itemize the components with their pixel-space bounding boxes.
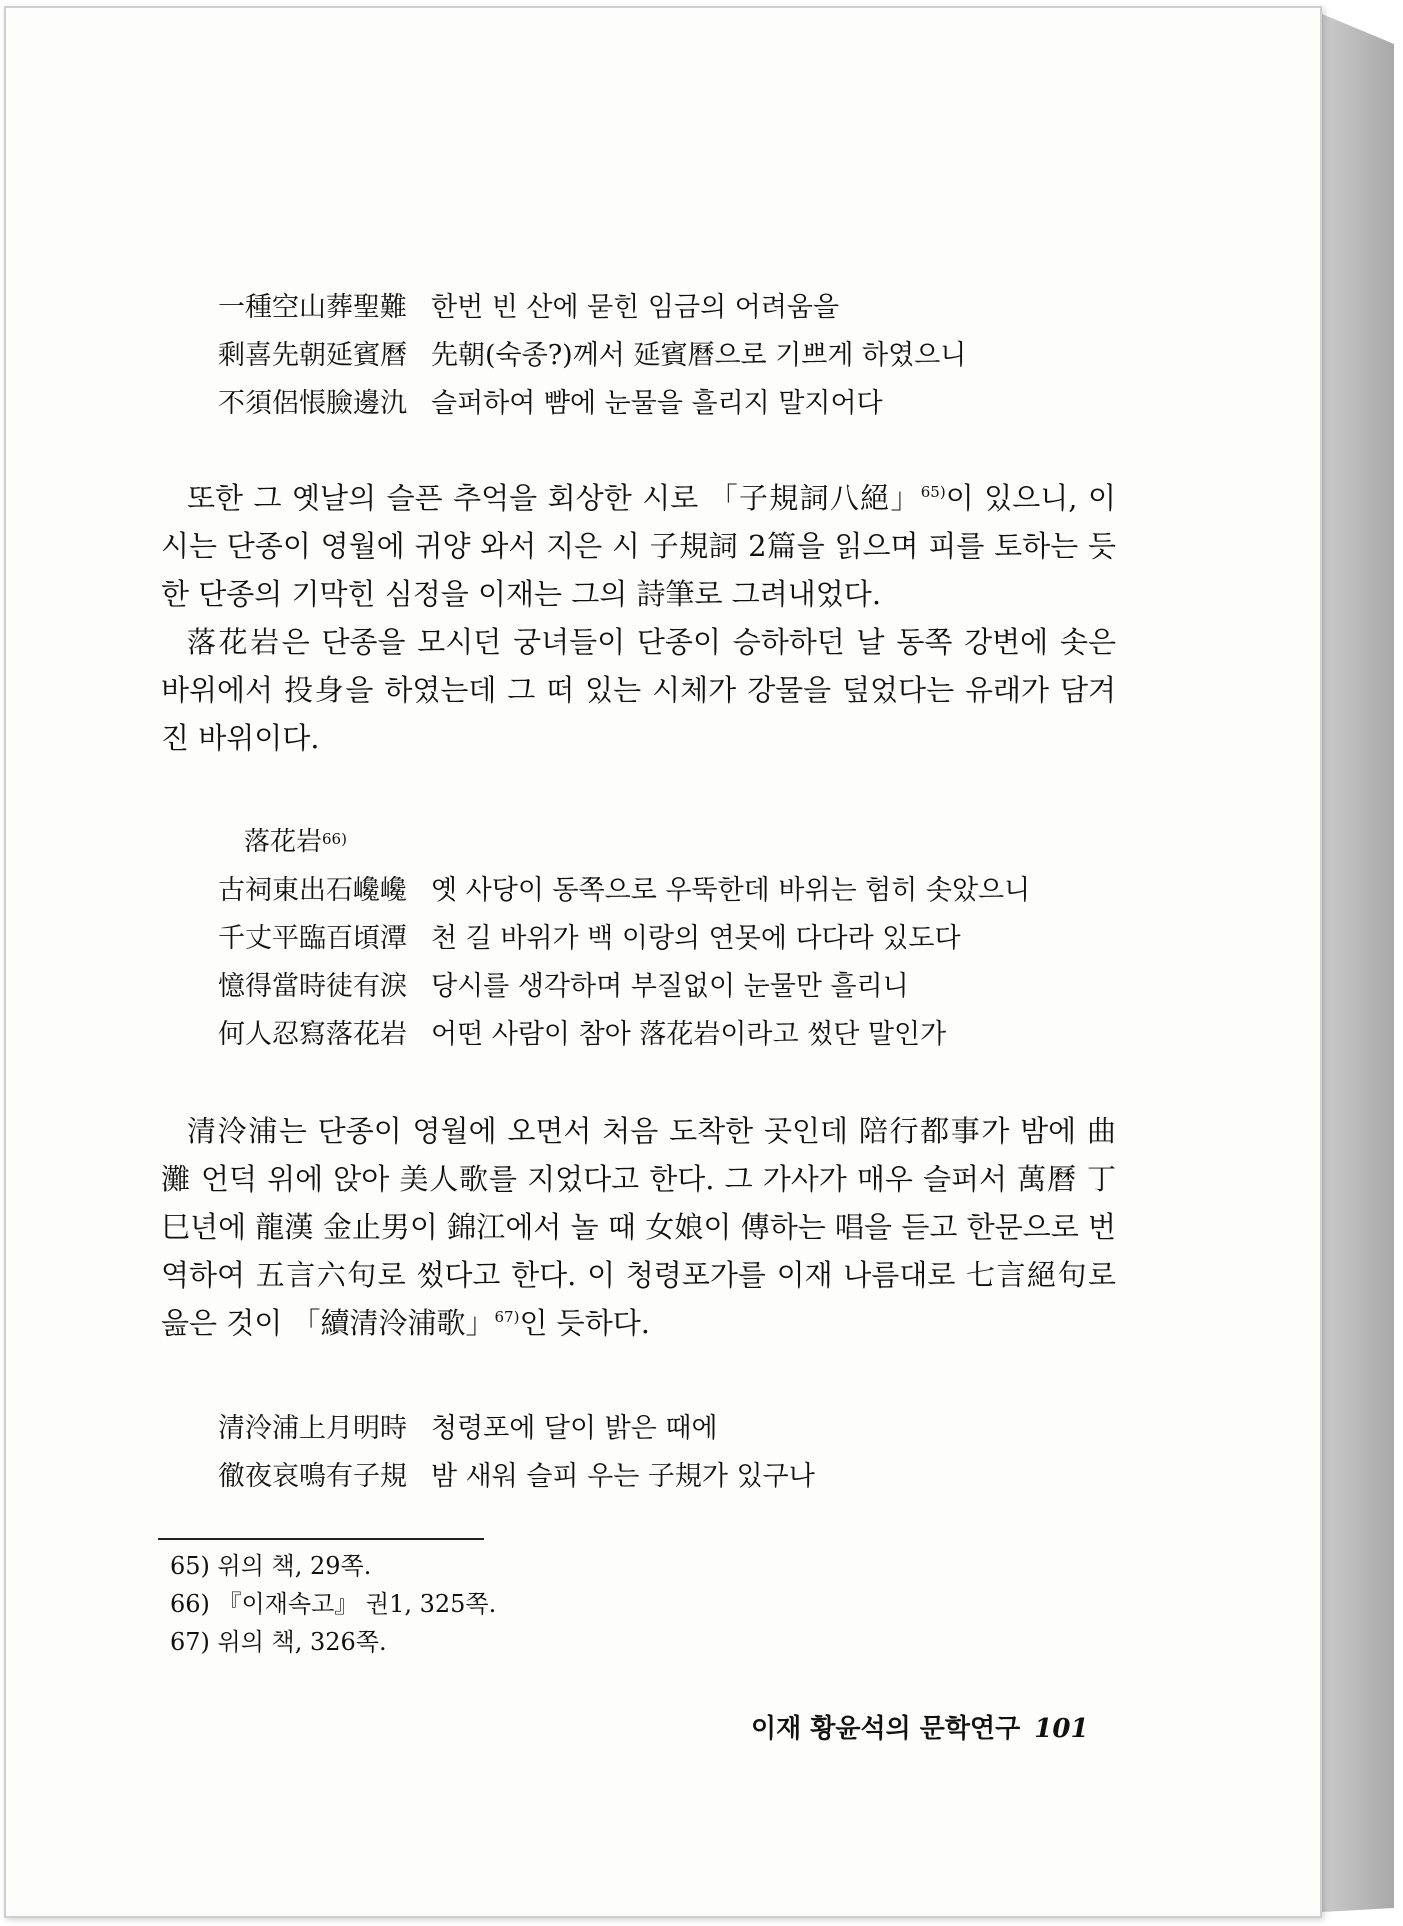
poem-line xyxy=(218,911,1218,959)
poem-2 xyxy=(218,815,1218,1055)
poem-line xyxy=(218,280,1218,328)
korean-translation: 당시를 생각하며 부질없이 눈물만 흘리니 xyxy=(431,970,909,1002)
paragraph: 落花岩은 단종을 모시던 궁녀들이 단종이 승하하던 날 동쪽 강변에 솟은 바위에서 投身을 하였는데 그 떠 있는 시체가 강물을 덮었다는 유래가 담겨진 바위이다. xyxy=(161,625,1116,755)
paragraph-block-2 xyxy=(161,1107,1116,1347)
poem-line xyxy=(218,863,1218,911)
hanja-verse: 徹夜哀鳴有子規 xyxy=(218,1460,407,1492)
poem-line xyxy=(218,959,1218,1007)
korean-translation: 옛 사당이 동쪽으로 우뚝한데 바위는 험히 솟았으니 xyxy=(431,874,1031,906)
paragraph-block-1 xyxy=(161,474,1116,762)
korean-translation: 청령포에 달이 밝은 때에 xyxy=(431,1412,718,1444)
paragraph: 또한 그 옛날의 슬픈 추억을 회상한 시로 「子規詞八絕」$^{65)}$이 있으니, 이 시는 단종이 영월에 귀양 와서 지은 시 子規詞 2篇을 읽으며 피를 토하는 듯한 단종의 기막힌 심정을 이재는 그의 詩筆로 그려내었다. xyxy=(161,481,1116,611)
footnotes xyxy=(170,1544,496,1658)
page-number: 101 xyxy=(1034,1714,1089,1744)
hanja-verse: 清泠浦上月明時 xyxy=(218,1412,407,1444)
korean-translation: 밤 새워 슬피 우는 子規가 있구나 xyxy=(431,1460,815,1492)
page-edge-shadow xyxy=(1322,14,1394,1912)
footnote: 66) 『이재속고』 권1, 325쪽. xyxy=(170,1589,497,1618)
poem-line xyxy=(218,376,1218,424)
poem-line xyxy=(218,1401,1218,1449)
paragraph: 清泠浦는 단종이 영월에 오면서 처음 도착한 곳인데 陪行都事가 밤에 曲灘 언덕 위에 앉아 美人歌를 지었다고 한다. 그 가사가 매우 슬퍼서 萬曆 丁巳년에 龍漢 金止男이 錦江에서 놀 때 女娘이 傳하는 唱을 듣고 한문으로 번역하여 五言六句로 썼다고 한다. 이 청령포가를 이재 나름대로 七言絕句로 읊은 것이 「續清泠浦歌」$^{67)}$인 듯하다. xyxy=(161,1114,1116,1340)
hanja-verse: 千丈平臨百頃潭 xyxy=(218,922,407,954)
korean-translation: 어떤 사람이 참아 落花岩이라고 썼단 말인가 xyxy=(431,1018,947,1050)
running-footer xyxy=(751,1708,1089,1745)
running-title: 이재 황윤석의 문학연구 xyxy=(751,1714,1021,1744)
footnote: 65) 위의 책, 29쪽. xyxy=(170,1551,372,1580)
hanja-verse: 憶得當時徒有淚 xyxy=(218,970,407,1002)
korean-translation: 先朝(숙종?)께서 延賓曆으로 기쁘게 하였으니 xyxy=(431,339,967,371)
poem-line xyxy=(218,1007,1218,1055)
hanja-verse: 一種空山葬聖難 xyxy=(218,291,407,323)
footnote-ref: 65) xyxy=(920,483,946,501)
book-page xyxy=(4,6,1322,1918)
hanja-verse: 剩喜先朝延賓曆 xyxy=(218,339,407,371)
korean-translation: 슬퍼하여 뺨에 눈물을 흘리지 말지어다 xyxy=(431,387,883,419)
poem-3 xyxy=(218,1401,1218,1497)
poem-title: 落花岩 66) xyxy=(244,826,347,857)
poem-line xyxy=(218,328,1218,376)
hanja-verse: 何人忍寫落花岩 xyxy=(218,1018,407,1050)
hanja-verse: 不須侶悵臉邊氿 xyxy=(218,387,407,419)
korean-translation: 천 길 바위가 백 이랑의 연못에 다다라 있도다 xyxy=(431,922,961,954)
korean-translation: 한번 빈 산에 묻힌 임금의 어려움을 xyxy=(431,291,840,323)
footnote: 67) 위의 책, 326쪽. xyxy=(170,1627,387,1656)
poem-line xyxy=(218,1449,1218,1497)
footnote-divider xyxy=(158,1538,484,1540)
poem-1 xyxy=(218,280,1218,424)
hanja-verse: 古祠東出石巉巉 xyxy=(218,874,407,906)
footnote-ref: 67) xyxy=(494,1308,520,1326)
